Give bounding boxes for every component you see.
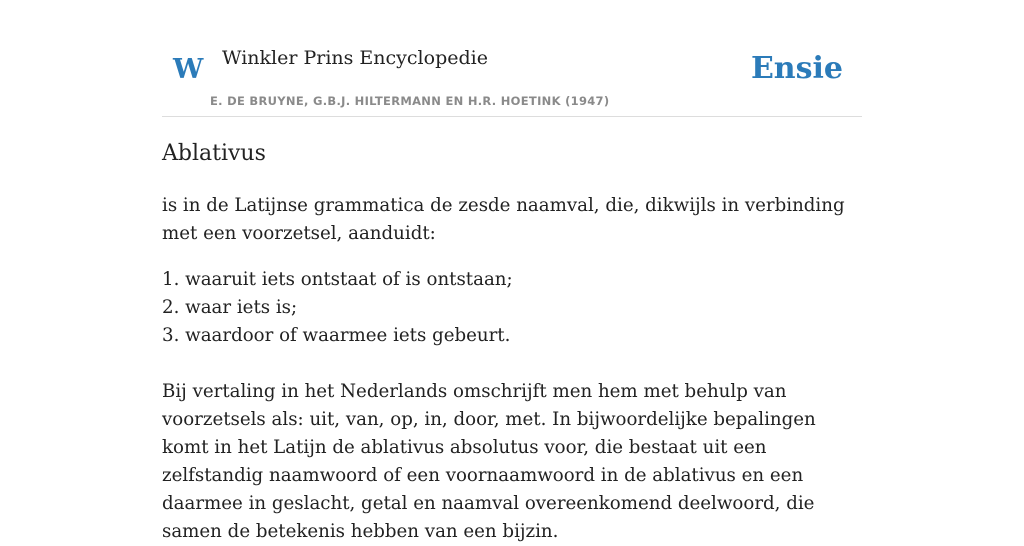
- entry-title: Ablativus: [162, 141, 266, 166]
- entry-content: [162, 136, 862, 546]
- list-item: 3. waardoor of waarmee iets gebeurt.: [162, 325, 511, 346]
- entry-body: Bij vertaling in het Nederlands omschrijft men hem met behulp van voorzetsels als: uit, van, op, in, door, met. In bijwoordelijke bepalingen komt in het Latijn de ablativus absolutus voor, die bestaat uit een zelfstandig naamwoord of een voornaamwoord in de ablativus en een daarmee in geslacht, getal en naamval overeenkomend deelwoord, die samen de betekenis hebben van een bijzin.: [162, 381, 816, 542]
- entry-list: [162, 266, 862, 350]
- entry-intro: is in de Latijnse grammatica de zesde naamval, die, dikwijls in verbinding met een voorzetsel, aanduidt:: [162, 195, 845, 244]
- site-header: [162, 0, 862, 117]
- brand-logo[interactable]: Ensie: [750, 51, 843, 86]
- list-item: 1. waaruit iets ontstaat of is ontstaan;: [162, 269, 513, 290]
- site-logo[interactable]: W: [173, 54, 204, 85]
- list-item: 2. waar iets is;: [162, 297, 298, 318]
- site-title[interactable]: Winkler Prins Encyclopedie: [222, 47, 488, 69]
- authors-line: E. DE BRUYNE, G.B.J. HILTERMANN EN H.R. HOETINK (1947): [210, 94, 610, 108]
